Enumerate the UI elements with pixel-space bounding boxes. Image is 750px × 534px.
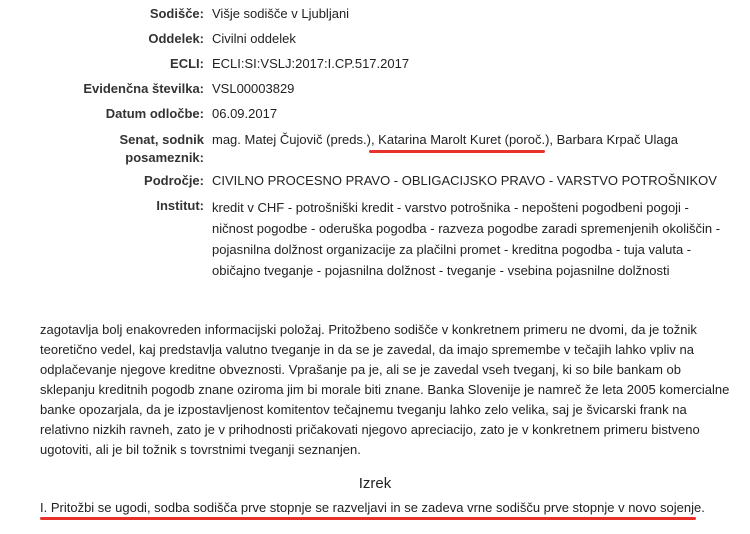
institute-line: pojasnilna dolžnost organizacije za plačilni promet - kreditna pogodba - tuja valuta - xyxy=(212,242,692,257)
izrek-text: I. Pritožbi se ugodi, sodba sodišča prve stopnje se razveljavi in se zadeva vrne sodišču prve stopnje v novo sojenje. xyxy=(40,500,705,515)
institute-line: običajno tveganje - pojasnilna dolžnost - tveganje - vsebina pojasnilne dolžnosti xyxy=(212,263,670,278)
decision-date-label: Datum odločbe: xyxy=(105,106,204,121)
panel-label xyxy=(4,131,204,167)
decision-date-value: 06.09.2017 xyxy=(212,106,278,121)
ecli-value: ECLI:SI:VSLJ:2017:I.CP.517.2017 xyxy=(212,56,410,71)
summary-line: teoretično vedel, kaj predstavlja valutno tveganje in da se je zavedal, da imajo spremembe v tečajih lahko vpliv na xyxy=(40,342,694,357)
ruling-highlight-underline xyxy=(40,517,696,520)
court-value: Višje sodišče v Ljubljani xyxy=(212,6,350,21)
summary-line: zagotavlja bolj enakovreden informacijski položaj. Pritožbeno sodišče v konkretnem primeru ne dvomi, da je tožnik xyxy=(40,322,697,337)
record-number-value: VSL00003829 xyxy=(212,81,295,96)
summary-paragraph xyxy=(40,320,730,460)
area-label: Področje: xyxy=(144,173,204,188)
institute-line: ničnost pogodbe - oderuška pogodba - razveza pogodbe zaradi spremenjenih okoliščin - xyxy=(212,221,721,236)
summary-line: sklepanju kreditnih pogodb znane oziroma jim bi morale biti znane. Banka Slovenije je namreč že leta 2005 komercialne xyxy=(40,382,730,397)
panel-value xyxy=(212,131,732,149)
record-number-label: Evidenčna številka: xyxy=(83,81,204,96)
summary-line: odplačevanje njegove kreditne obveznosti. Vprašanje pa je, ali se je zavedal vseh tveganj, ki so bile bankam ob xyxy=(40,362,682,377)
panel-label-line2: posameznik: xyxy=(125,150,204,165)
summary-line: ugotoviti, ali je bil tožnik s tovrstnimi tveganji seznanjen. xyxy=(40,442,361,457)
judge-member[interactable]: , Barbara Krpač Ulaga xyxy=(549,132,679,147)
judge-president[interactable]: mag. Matej Čujovič (preds.), xyxy=(212,132,379,147)
area-value: CIVILNO PROCESNO PRAVO - OBLIGACIJSKO PRAVO - VARSTVO POTROŠNIKOV xyxy=(212,173,717,188)
institute-line: kredit v CHF - potrošniški kredit - varstvo potrošnika - nepošteni pogodbeni pogoji - xyxy=(212,200,689,215)
institute-value xyxy=(212,197,732,281)
izrek-heading: Izrek xyxy=(358,475,392,492)
ecli-label: ECLI: xyxy=(170,56,204,71)
summary-line: relativno nizkih ravneh, zato je v prihodnosti pričakovati njegovo apreciacijo, zato je v konkretnem primeru bistveno xyxy=(40,422,700,437)
panel-label-line1: Senat, sodnik xyxy=(119,132,204,147)
judge-rapporteur[interactable]: Katarina Marolt Kuret (poroč.) xyxy=(378,132,550,147)
department-value: Civilni oddelek xyxy=(212,31,296,46)
summary-line: banke opozarjala, da je izpostavljenost komitentov tečajnemu tveganju lahko zelo velika, saj je švicarski frank na xyxy=(40,402,687,417)
institute-label: Institut: xyxy=(156,198,204,213)
rapporteur-highlight-underline xyxy=(369,150,545,153)
department-label: Oddelek: xyxy=(148,31,204,46)
court-label: Sodišče: xyxy=(149,6,204,21)
